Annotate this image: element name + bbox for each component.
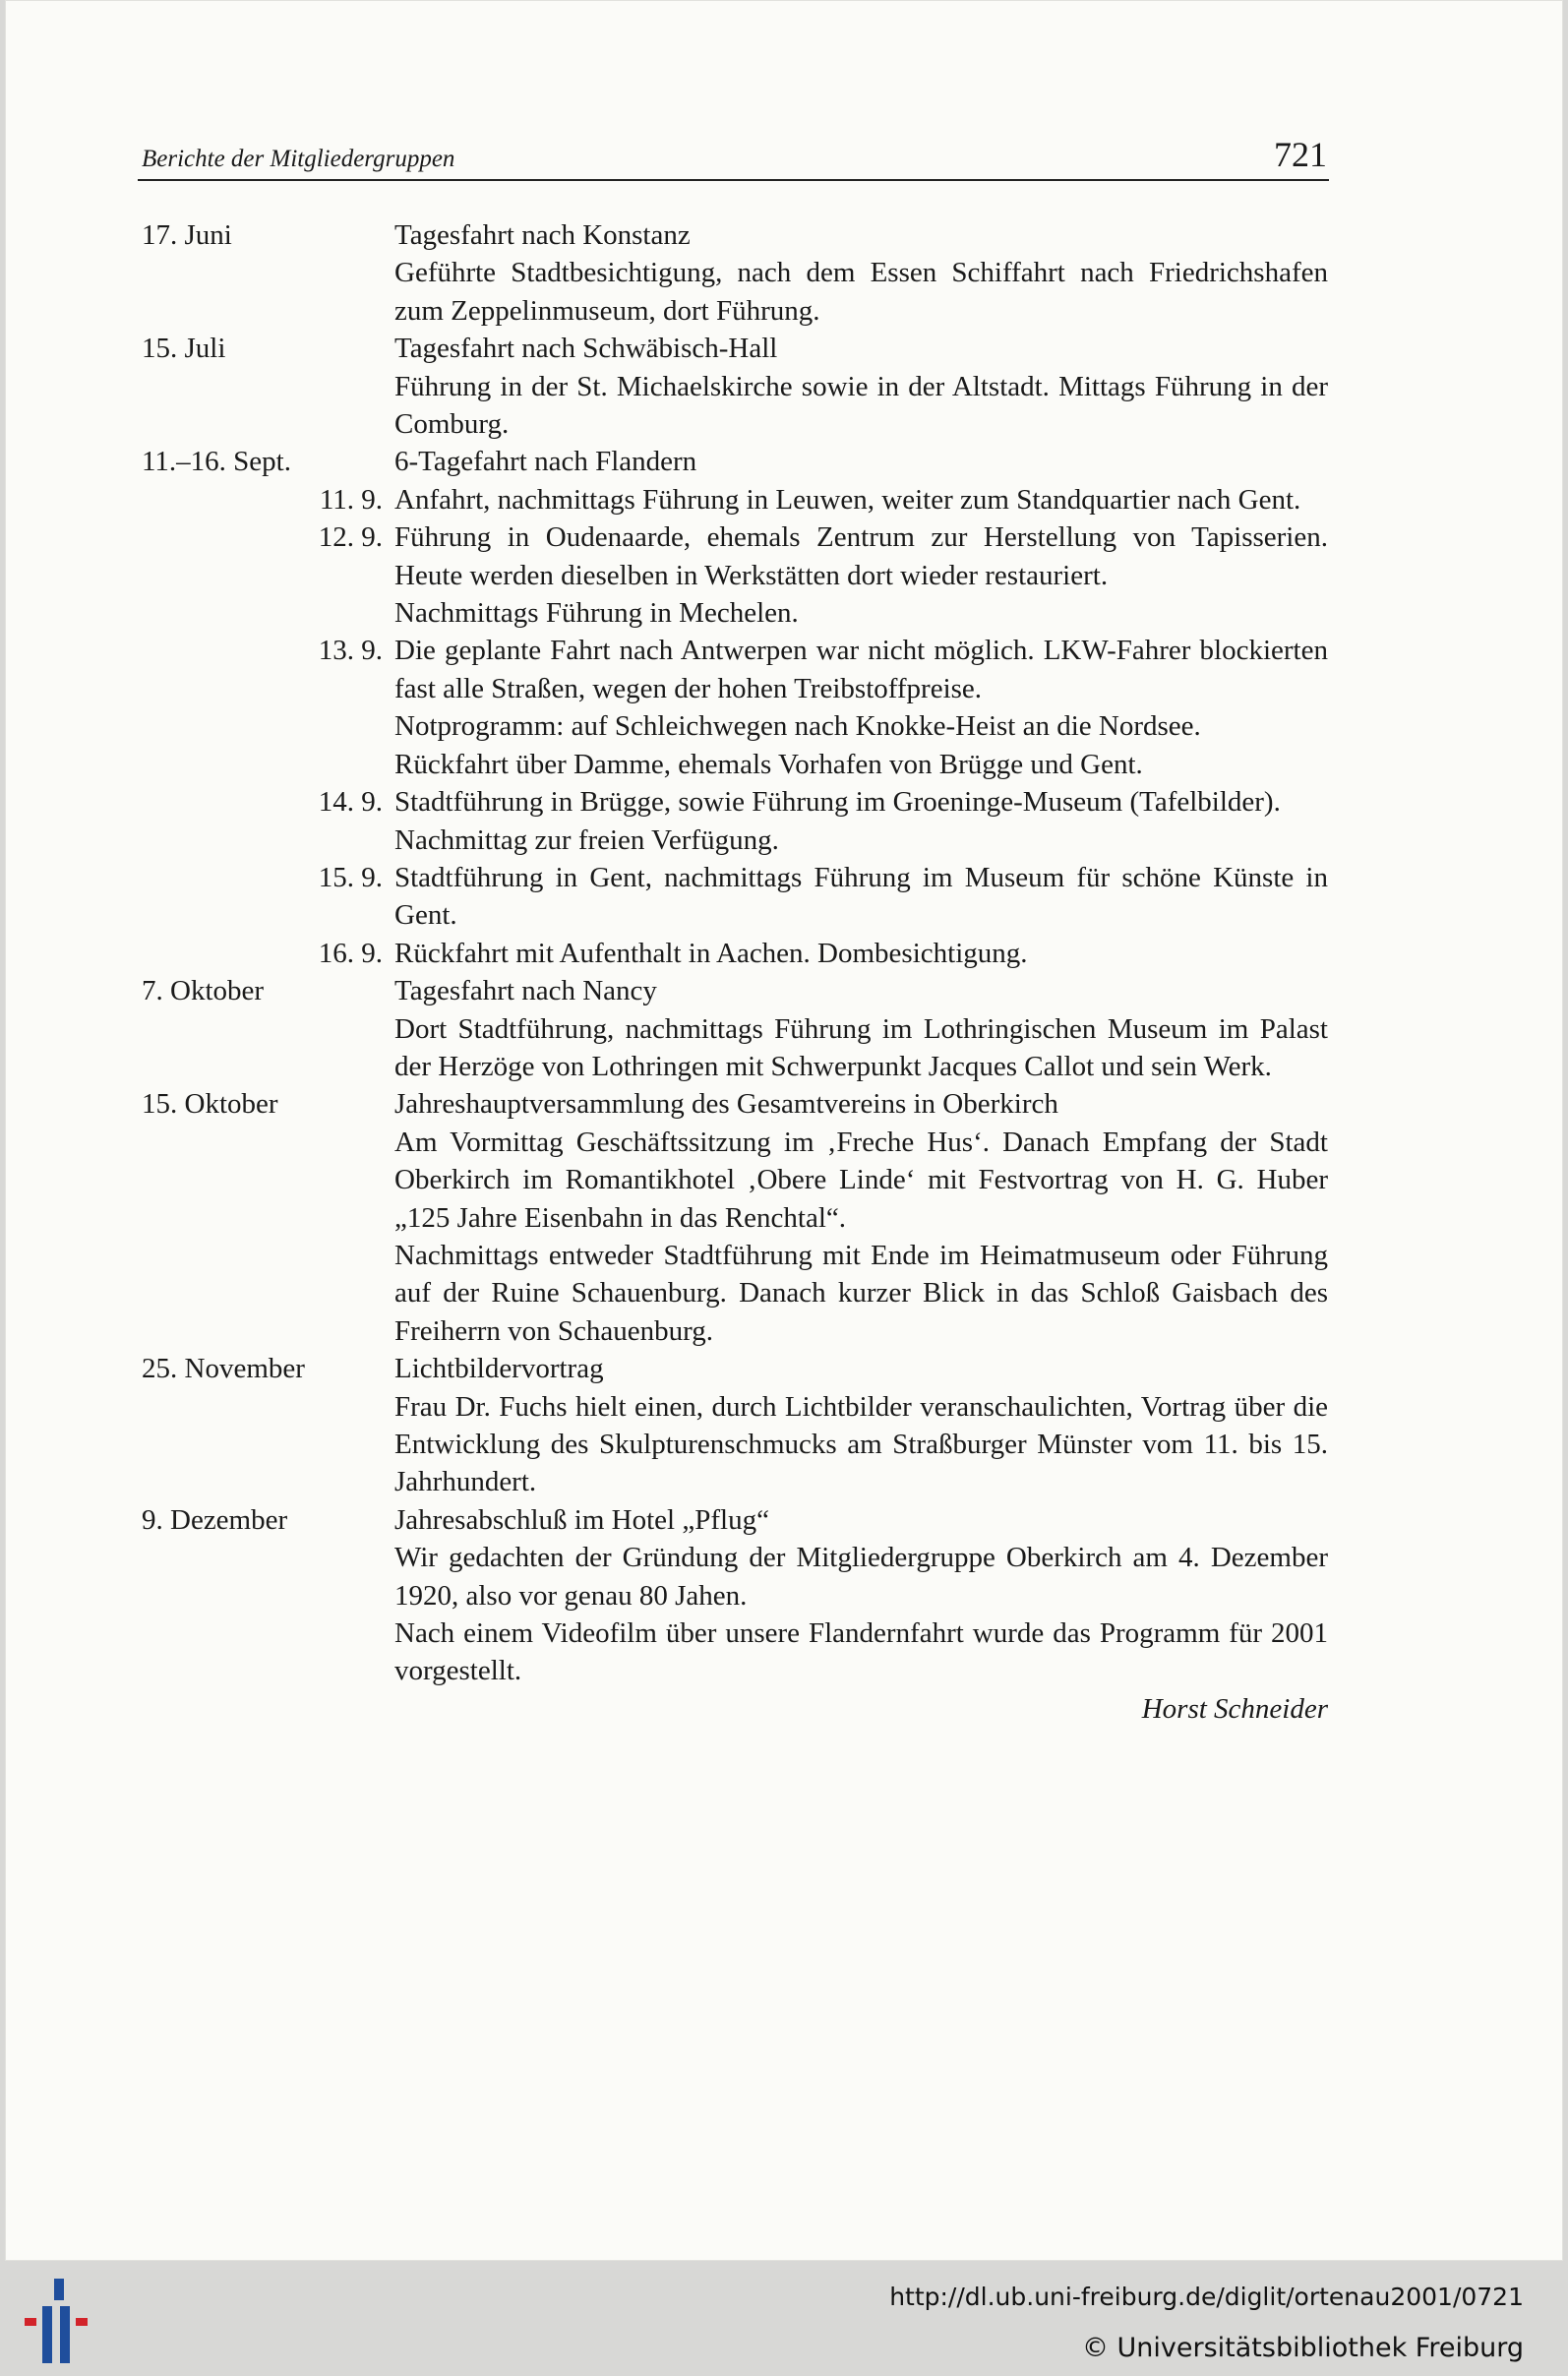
event-description: [394, 632, 1328, 783]
event-entry: [142, 330, 1328, 443]
event-text: Stadtführung in Brügge, sowie Führung im Groeninge-Museum (Tafelbilder).: [394, 786, 1281, 819]
event-entry: [142, 443, 1328, 480]
event-text: Anfahrt, nachmittags Führung in Leuwen, weiter zum Standquartier nach Gent.: [394, 483, 1301, 516]
event-description: [394, 330, 1328, 443]
running-head: [138, 126, 1329, 181]
event-entry: [142, 1501, 1328, 1690]
running-head-title: Berichte der Mitgliedergruppen: [142, 146, 455, 172]
event-description: [394, 1085, 1328, 1350]
event-date: 11.–16. Sept.: [142, 446, 291, 478]
event-text: Wir gedachten der Gründung der Mitgliedergruppe Oberkirch am 4. Dezember 1920, also vor genau 80 Jahen.: [394, 1542, 1328, 1612]
event-description: [394, 1350, 1328, 1501]
event-text: Nach einem Videofilm über unsere Flandernfahrt wurde das Programm für 2001 vorgestellt.: [394, 1617, 1328, 1687]
event-description: [394, 783, 1328, 859]
event-text: Nachmittags Führung in Mechelen.: [394, 597, 799, 630]
footer-bar: [0, 2261, 1568, 2376]
event-text: Geführte Stadtbesichtigung, nach dem Essen Schiffahrt nach Friedrichshafen zum Zeppelinmuseum, dort Führung.: [394, 257, 1328, 327]
event-date: 14. 9.: [318, 786, 383, 819]
event-entry: [142, 216, 1328, 330]
event-title: Tagesfahrt nach Nancy: [394, 975, 657, 1007]
event-date: 9. Dezember: [142, 1503, 288, 1536]
event-entry: [142, 481, 1328, 518]
event-text: Notprogramm: auf Schleichwegen nach Knokke-Heist an die Nordsee.: [394, 710, 1201, 743]
event-title: Tagesfahrt nach Schwäbisch-Hall: [394, 333, 778, 365]
event-description: [394, 935, 1328, 972]
ub-freiburg-logo-icon: [25, 2279, 99, 2367]
event-text: Am Vormittag Geschäftssitzung im ‚Freche Hus‘. Danach Empfang der Stadt Oberkirch im Romantikhotel ‚Obere Linde‘ mit Festvortrag von H. G. Huber „125 Jahre Eisenbahn in das Renchtal“.: [394, 1126, 1328, 1234]
event-text: Nachmittags entweder Stadtführung mit Ende im Heimatmuseum oder Führung auf der Ruine Schauenburg. Danach kurzer Blick in das Schloß Gaisbach des Freiherrn von Schauenburg.: [394, 1239, 1328, 1347]
author-signature: Horst Schneider: [1141, 1692, 1328, 1725]
event-date: 16. 9.: [318, 937, 383, 969]
event-text: Nachmittag zur freien Verfügung.: [394, 823, 779, 856]
event-list: [142, 216, 1328, 1728]
event-date: 12. 9.: [318, 521, 383, 554]
event-text: Stadtführung in Gent, nachmittags Führung im Museum für schöne Künste in Gent.: [394, 861, 1328, 932]
event-entry: [142, 859, 1328, 935]
event-description: [394, 443, 1328, 480]
event-entry: [142, 1350, 1328, 1501]
event-date: 15. Juli: [142, 333, 226, 365]
event-title: Lichtbildervortrag: [394, 1353, 604, 1385]
event-entry: [142, 972, 1328, 1085]
document-page: [5, 0, 1563, 2261]
event-description: [394, 216, 1328, 330]
event-entry: [142, 935, 1328, 972]
event-date: 15. 9.: [318, 861, 383, 893]
copyright-notice: © Universitätsbibliothek Freiburg: [1081, 2333, 1524, 2363]
event-text: Die geplante Fahrt nach Antwerpen war nicht möglich. LKW-Fahrer blockierten fast alle Straßen, wegen der hohen Treibstoffpreise.: [394, 635, 1328, 704]
event-title: Jahresabschluß im Hotel „Pflug“: [394, 1503, 769, 1536]
event-title: 6-Tagefahrt nach Flandern: [394, 446, 697, 478]
event-text: Frau Dr. Fuchs hielt einen, durch Lichtbilder veranschaulichten, Vortrag über die Entwicklung des Skulpturenschmucks am Straßburger Münster vom 11. bis 15. Jahrhundert.: [394, 1390, 1328, 1498]
event-text: Führung in Oudenaarde, ehemals Zentrum zur Herstellung von Tapisserien. Heute werden dieselben in Werkstätten dort wieder restauriert.: [394, 521, 1328, 591]
event-text: Führung in der St. Michaelskirche sowie in der Altstadt. Mittags Führung in der Comburg.: [394, 370, 1328, 441]
event-entry: [142, 783, 1328, 859]
event-text: Dort Stadtführung, nachmittags Führung im Lothringischen Museum im Palast der Herzöge von Lothringen mit Schwerpunkt Jacques Callot und sein Werk.: [394, 1012, 1328, 1082]
event-description: [394, 972, 1328, 1085]
page-number: 721: [1274, 135, 1327, 174]
event-date: 15. Oktober: [142, 1088, 278, 1121]
event-date: 11. 9.: [319, 483, 383, 516]
event-description: [394, 518, 1328, 632]
event-date: 7. Oktober: [142, 975, 265, 1007]
event-description: [394, 481, 1328, 518]
event-entry: [142, 518, 1328, 632]
event-description: [394, 859, 1328, 935]
event-entry: [142, 632, 1328, 783]
event-text: Rückfahrt über Damme, ehemals Vorhafen von Brügge und Gent.: [394, 748, 1143, 780]
event-description: [394, 1501, 1328, 1690]
event-date: 25. November: [142, 1353, 305, 1385]
event-entry: [142, 1085, 1328, 1350]
event-text: Rückfahrt mit Aufenthalt in Aachen. Dombesichtigung.: [394, 937, 1028, 969]
event-title: Tagesfahrt nach Konstanz: [394, 219, 691, 251]
source-url[interactable]: http://dl.ub.uni-freiburg.de/diglit/ortenau2001/0721: [889, 2283, 1524, 2311]
event-date: 13. 9.: [318, 635, 383, 667]
event-title: Jahreshauptversammlung des Gesamtvereins in Oberkirch: [394, 1088, 1058, 1121]
event-date: 17. Juni: [142, 219, 232, 251]
